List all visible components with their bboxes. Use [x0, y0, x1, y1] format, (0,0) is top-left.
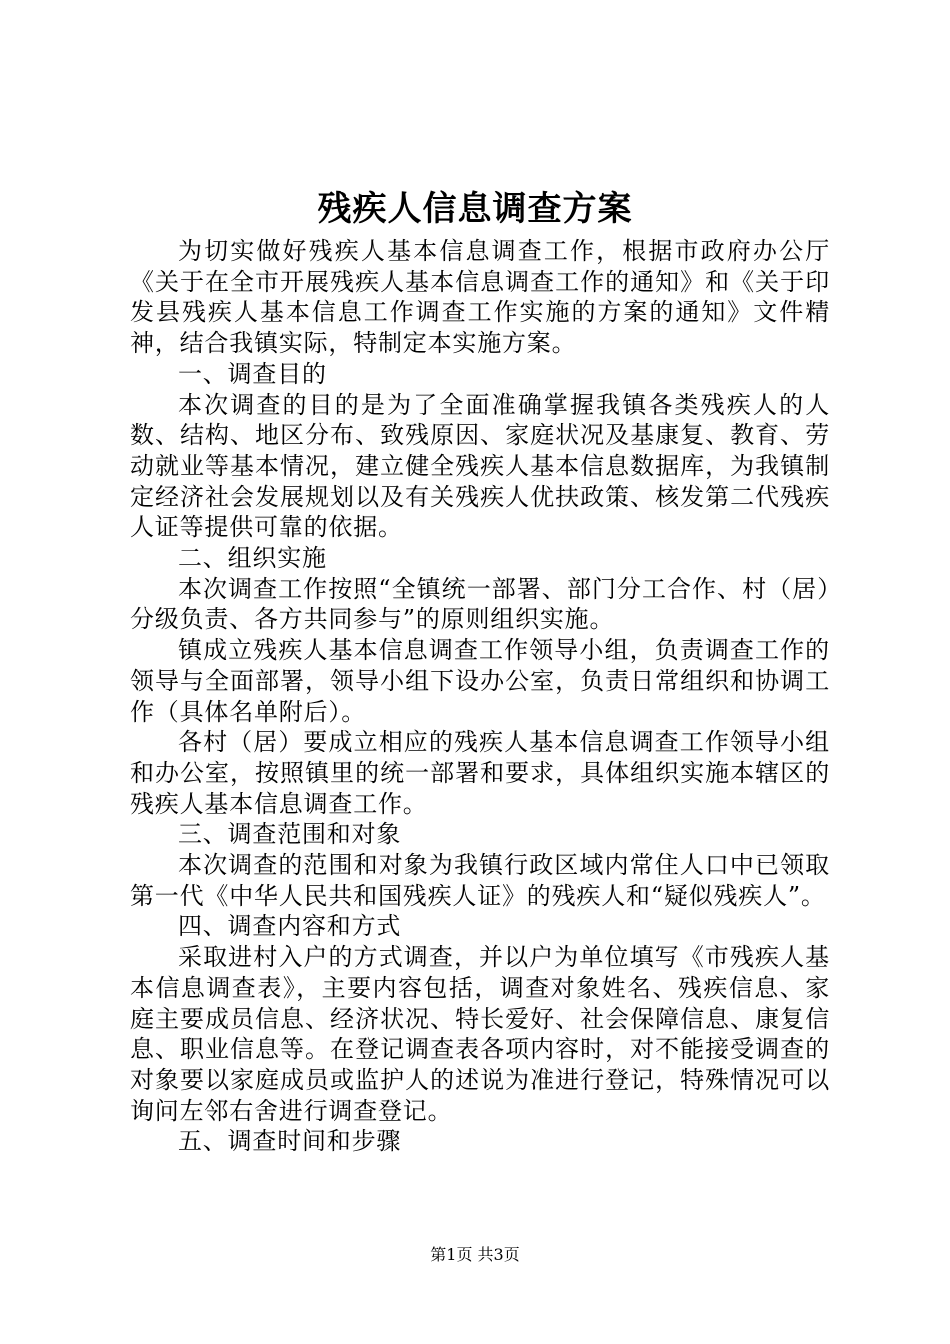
paragraph-content-method: 采取进村入户的方式调查，并以户为单位填写《市残疾人基本信息调查表》，主要内容包括，调查对象姓名、残疾信息、家庭主要成员信息、经济状况、特长爱好、社会保障信息、康复信息、职业信息等。在登记调查表各项内容时，对不能接受调查的对象要以家庭成员或监护人的述说为准进行登记，特殊情况可以询问左邻右舍进行调查登记。	[130, 943, 830, 1125]
document-body	[130, 236, 830, 1157]
section-heading-purpose: 一、调查目的	[178, 359, 327, 388]
document-title: 残疾人信息调查方案	[317, 189, 633, 229]
paragraph-purpose: 本次调查的目的是为了全面准确掌握我镇各类残疾人的人数、结构、地区分布、致残原因、家庭状况及基康复、教育、劳动就业等基本情况，建立健全残疾人基本信息数据库，为我镇制定经济社会发展规划以及有关残疾人优扶政策、核发第二代残疾人证等提供可靠的依据。	[130, 390, 830, 542]
paragraph-village-leadership-group: 各村（居）要成立相应的残疾人基本信息调查工作领导小组和办公室，按照镇里的统一部署和要求，具体组织实施本辖区的残疾人基本信息调查工作。	[130, 728, 830, 818]
page-footer: 第1页 共3页	[430, 1245, 520, 1264]
paragraph-intro: 为切实做好残疾人基本信息调查工作，根据市政府办公厅《关于在全市开展残疾人基本信息调查工作的通知》和《关于印发县残疾人基本信息工作调查工作实施的方案的通知》文件精神，结合我镇实际，特制定本实施方案。	[130, 237, 830, 358]
paragraph-town-leadership-group: 镇成立残疾人基本信息调查工作领导小组，负责调查工作的领导与全面部署，领导小组下设办公室，负责日常组织和协调工作（具体名单附后）。	[130, 636, 830, 726]
section-heading-content-method: 四、调查内容和方式	[178, 912, 402, 941]
section-heading-organization: 二、组织实施	[178, 544, 327, 573]
paragraph-scope: 本次调查的范围和对象为我镇行政区域内常住人口中已领取第一代《中华人民共和国残疾人证》的残疾人和“疑似残疾人”。	[130, 851, 830, 910]
paragraph-organization-principle: 本次调查工作按照“全镇统一部署、部门分工合作、村（居）分级负责、各方共同参与”的原则组织实施。	[130, 574, 830, 634]
section-heading-time-steps: 五、调查时间和步骤	[178, 1127, 402, 1156]
section-heading-scope: 三、调查范围和对象	[178, 820, 402, 849]
